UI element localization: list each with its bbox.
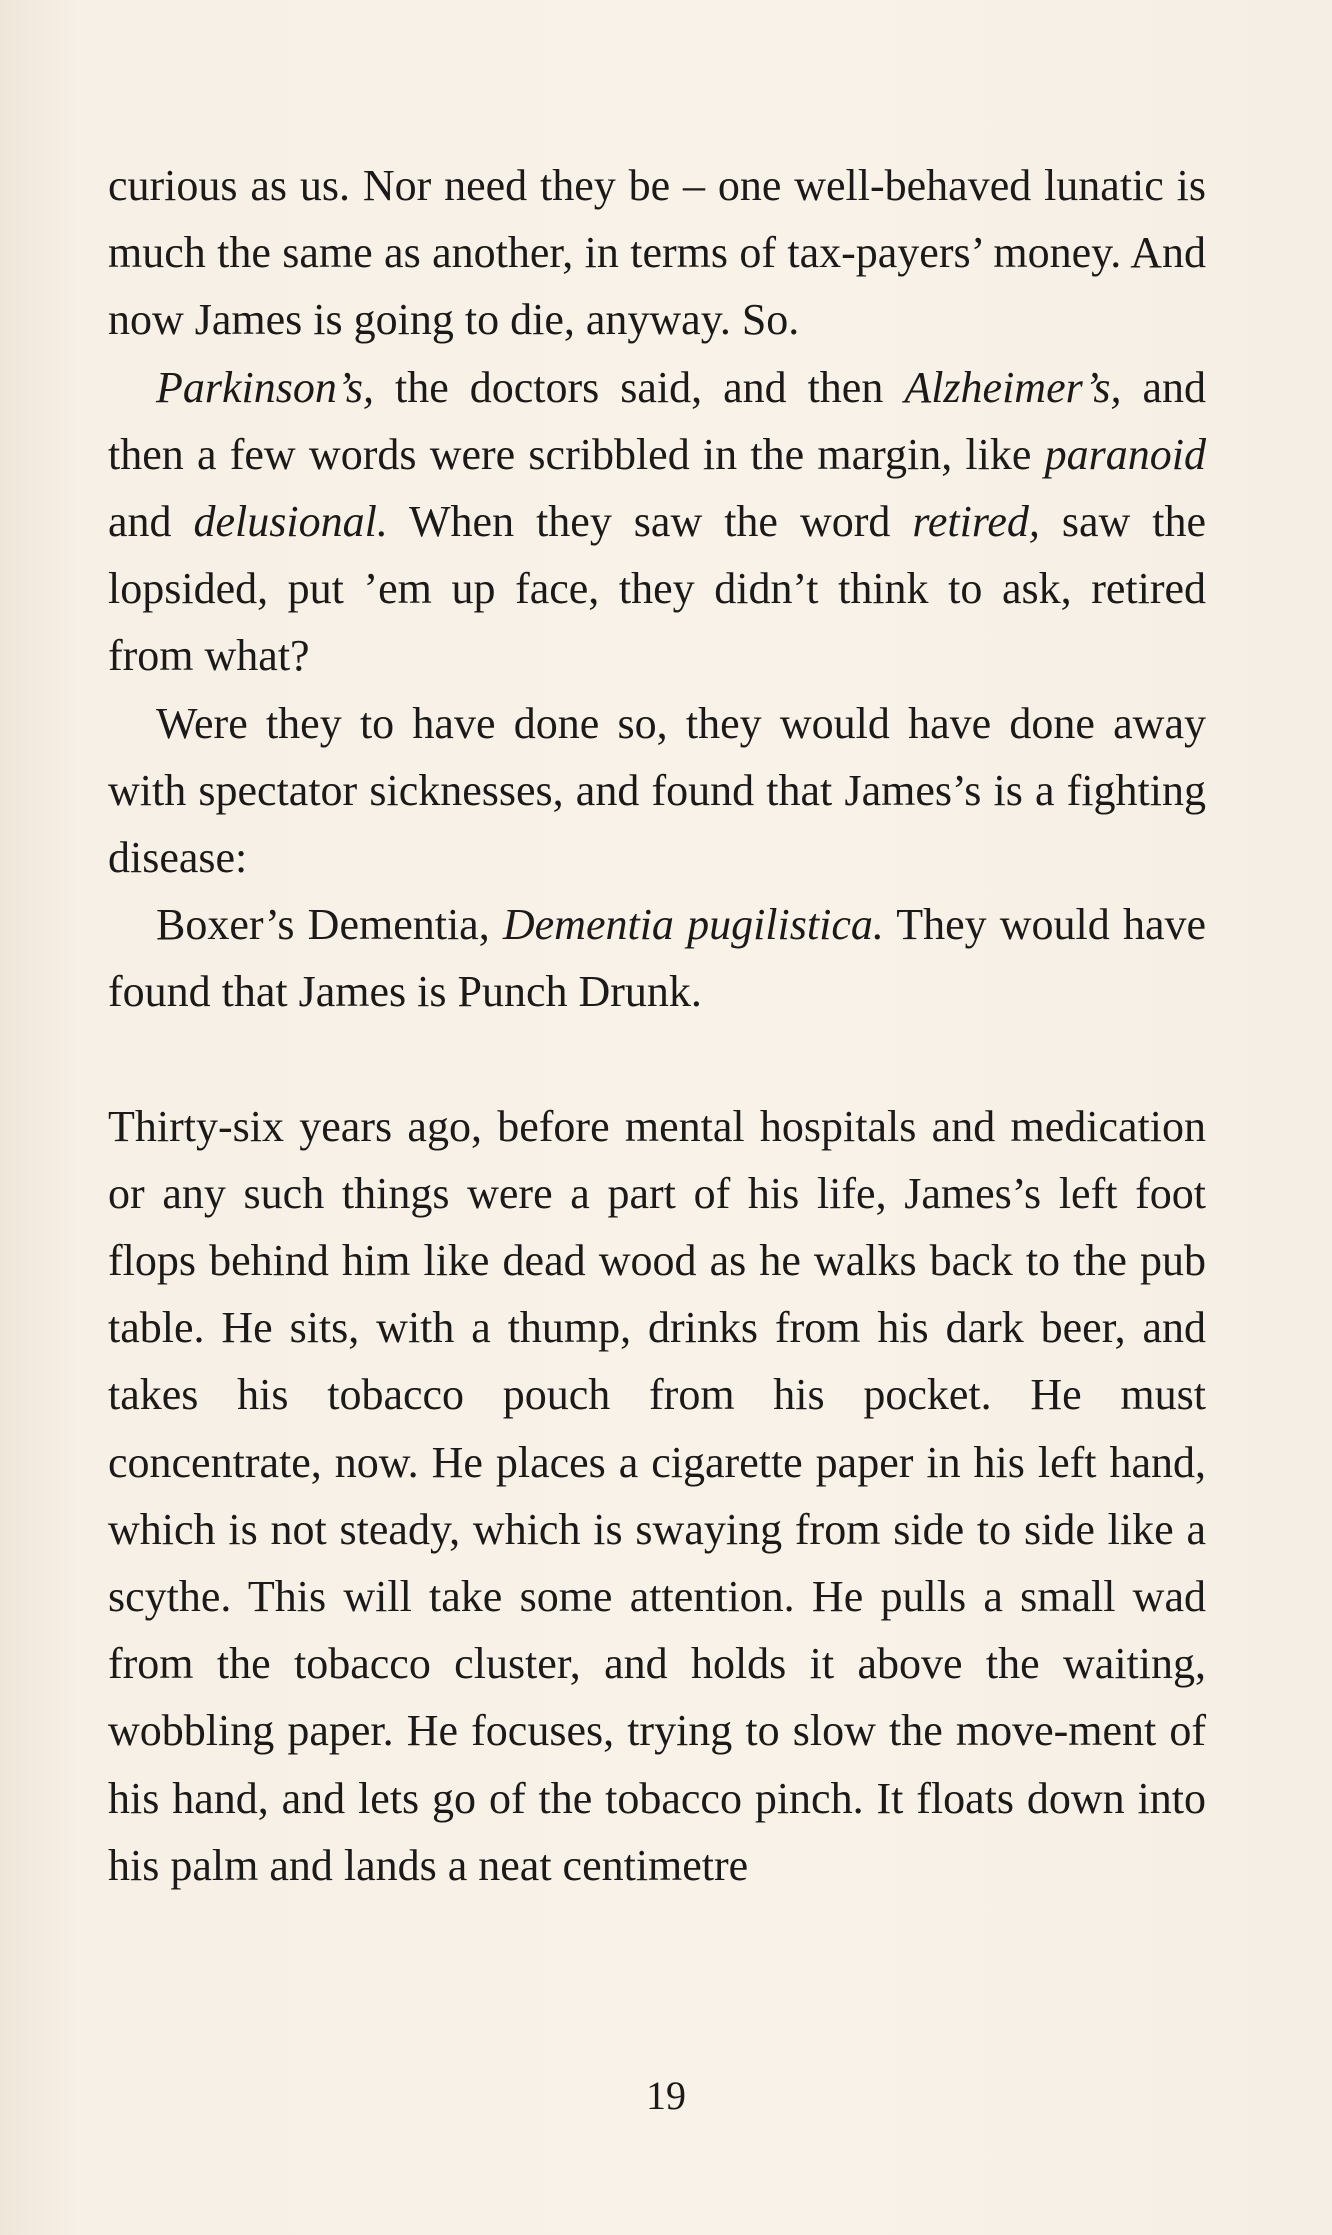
- italic-run: Dementia pugilistica.: [502, 900, 884, 950]
- text-run: Thirty-six years ago, before mental hospitals and medication or any such things were a part of his life, James’s left foot flops behind him like dead wood as he walks back to the pub table. He sits, with a thump, drinks from his dark beer, and takes his tobacco pouch from his pocket. He must concentrate, now. He places a cigarette paper in his left hand, which is not steady, which is swaying from side to side like a scythe. This will take some attention. He pulls a small wad from the tobacco cluster, and holds it above the waiting, wobbling paper. He focuses, trying to slow the move-ment of his hand, and lets go of the tobacco pinch. It floats down into his palm and lands a neat centimetre: [108, 1101, 1206, 1890]
- italic-run: retired,: [912, 497, 1040, 547]
- page-number: 19: [646, 2073, 686, 2118]
- text-run: When they saw the word: [387, 497, 913, 547]
- text-run: saw the lopsided, put ’em up face, they didn’t think to ask, retired from what?: [108, 497, 1206, 681]
- text-run: Boxer’s Dementia,: [156, 900, 503, 950]
- text-run: and then a few words were scribbled in the margin, like: [108, 362, 1206, 479]
- text-run: and: [108, 497, 194, 547]
- italic-run: Alzheimer’s,: [904, 362, 1122, 412]
- italic-run: delusional.: [193, 497, 388, 547]
- paragraph: [108, 354, 1206, 690]
- body-text: [108, 152, 1206, 1899]
- text-run: Were they to have done so, they would have done away with spectator sicknesses, and found that James’s is a fighting disease:: [108, 698, 1206, 883]
- paragraph: [108, 1093, 1206, 1899]
- paragraph: [108, 891, 1206, 1025]
- italic-run: paranoid: [1044, 429, 1206, 479]
- text-run: the doctors said, and then: [373, 362, 905, 412]
- text-run: They would have found that James is Punch Drunk.: [108, 900, 1206, 1017]
- paragraph: [108, 690, 1206, 892]
- italic-run: Parkinson’s,: [156, 362, 374, 412]
- text-run: curious as us. Nor need they be – one well-behaved lunatic is much the same as another, in terms of tax-payers’ money. And now James is going to die, anyway. So.: [108, 161, 1206, 345]
- paragraph: [108, 152, 1206, 354]
